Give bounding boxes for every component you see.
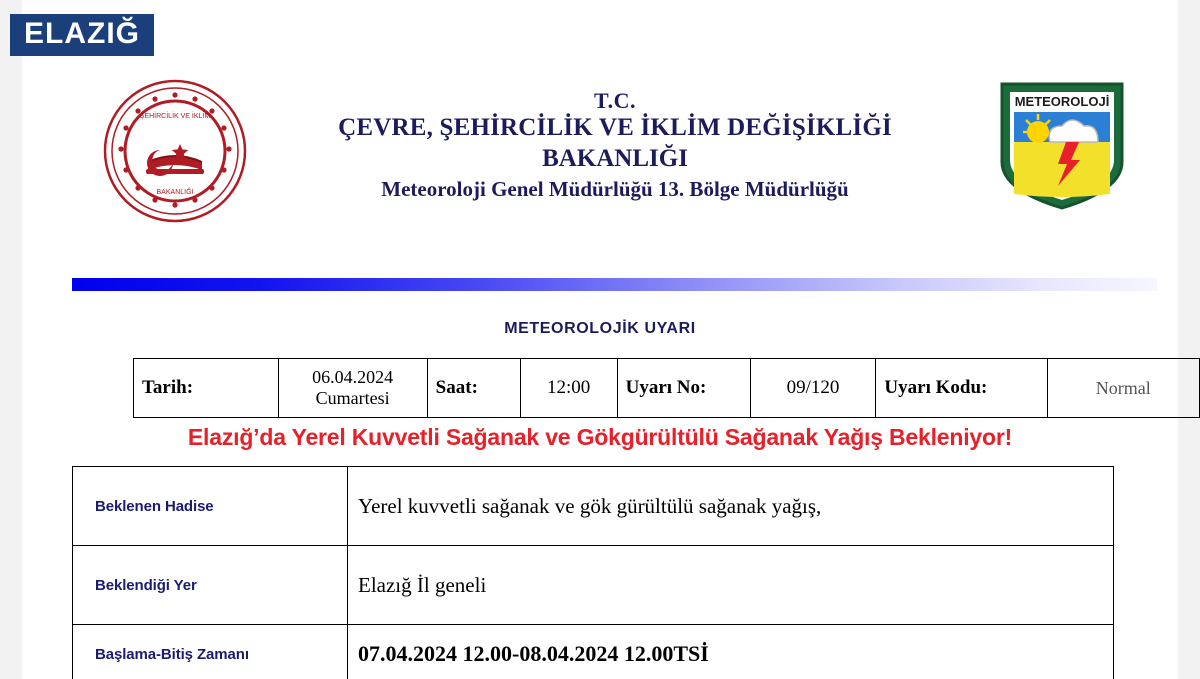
header-line-1: T.C.: [594, 88, 636, 113]
document-header: [22, 70, 1178, 230]
detail-label-period: Başlama-Bitiş Zamanı: [73, 625, 348, 679]
date-label: Tarih:: [134, 359, 279, 418]
warning-no-label: Uyarı No:: [617, 359, 750, 418]
table-row: [73, 625, 1114, 679]
warning-detail-table: [72, 466, 1114, 679]
detail-value-event: Yerel kuvvetli sağanak ve gök gürültülü sağanak yağış,: [348, 467, 1114, 546]
detail-label-location: Beklendiği Yer: [73, 546, 348, 625]
page-gutter-left: [0, 0, 22, 679]
detail-value-period: 07.04.2024 12.00-08.04.2024 12.00TSİ: [348, 625, 1114, 679]
warning-title: METEOROLOJİK UYARI: [504, 320, 696, 337]
svg-text:ŞEHİRCİLİK VE İKLİM: ŞEHİRCİLİK VE İKLİM: [139, 113, 211, 120]
table-row: [134, 359, 1200, 418]
svg-text:BAKANLIĞI: BAKANLIĞI: [156, 189, 194, 196]
time-label: Saat:: [427, 359, 520, 418]
detail-value-location: Elazığ İl geneli: [348, 546, 1114, 625]
meteoroloji-logo-icon: [998, 80, 1126, 212]
header-line-4: Meteoroloji Genel Müdürlüğü 13. Bölge Müdürlüğü: [381, 177, 849, 202]
header-titles: [272, 88, 958, 206]
detail-label-event: Beklenen Hadise: [73, 467, 348, 546]
time-value: 12:00: [520, 359, 617, 418]
date-value: [278, 359, 427, 418]
gradient-divider: [72, 278, 1157, 291]
header-line-2: ÇEVRE, ŞEHİRCİLİK VE İKLİM DEĞİŞİKLİĞİ: [338, 114, 892, 142]
ministry-seal-icon: [102, 78, 248, 224]
warning-no-value: 09/120: [750, 359, 876, 418]
date-day-text: Cumartesi: [315, 388, 390, 408]
svg-text:METEOROLOJİ: METEOROLOJİ: [1014, 94, 1110, 109]
warning-code-label: Uyarı Kodu:: [876, 359, 1047, 418]
warning-code-value: Normal: [1047, 359, 1199, 418]
page-gutter-right: [1178, 0, 1200, 679]
table-row: [73, 546, 1114, 625]
warning-info-table: [133, 358, 1200, 418]
city-badge: ELAZIĞ: [10, 14, 154, 56]
table-row: [73, 467, 1114, 546]
header-line-3: BAKANLIĞI: [542, 144, 688, 172]
warning-headline: Elazığ’da Yerel Kuvvetli Sağanak ve Gökgürültülü Sağanak Yağış Bekleniyor!: [187, 424, 1013, 450]
date-value-text: 06.04.2024: [312, 367, 394, 388]
